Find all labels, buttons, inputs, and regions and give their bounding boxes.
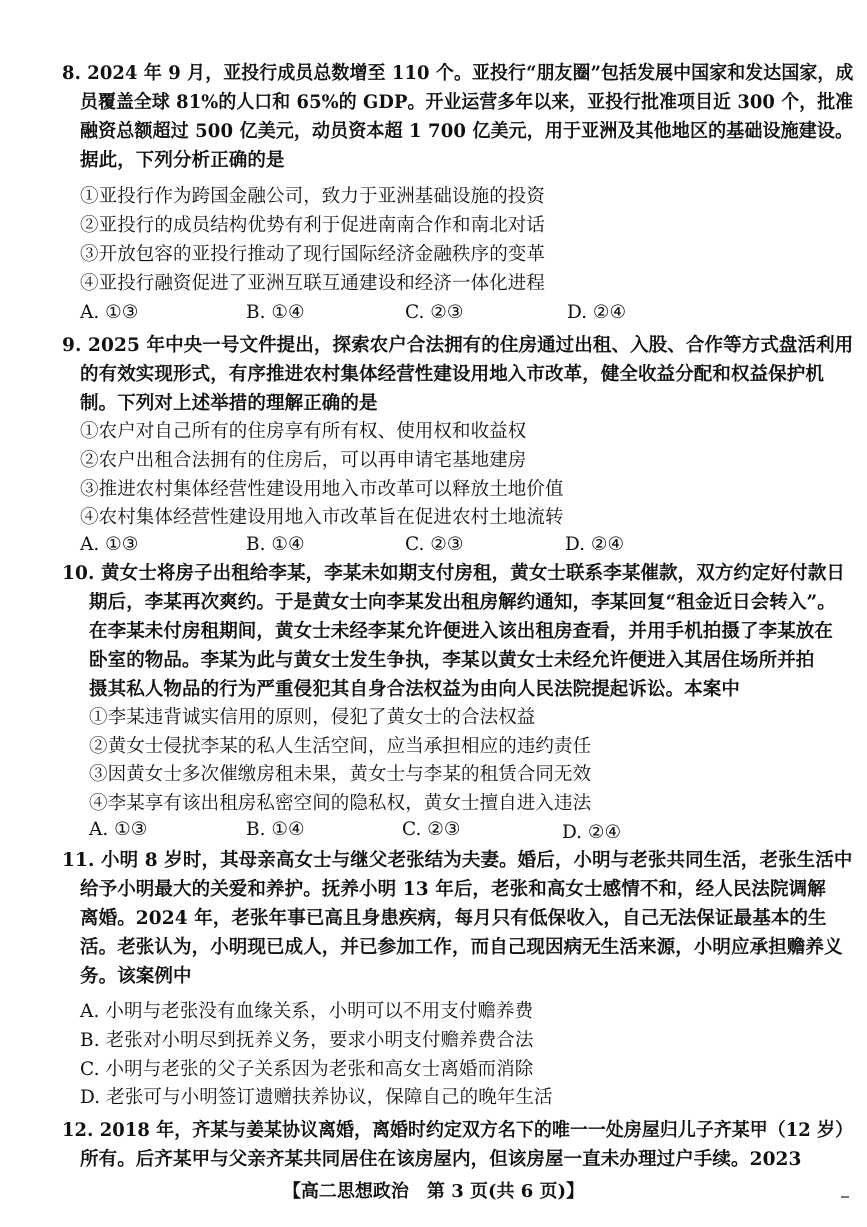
q9-stem-line-3: 制。下列对上述举措的理解正确的是 — [80, 393, 378, 414]
q8-item-2: ②亚投行的成员结构优势有利于促进南南合作和南北对话 — [80, 215, 546, 236]
q9-item-2: ②农户出租合法拥有的住房后，可以再申请宅基地建房 — [80, 450, 527, 471]
q8-stem-line-2: 员覆盖全球 81%的人口和 65%的 GDP。开业运营多年以来，亚投行批准项目近 300 个，批准 — [80, 92, 854, 113]
q9-option-a: A. ①③ — [80, 534, 139, 555]
page-footer: 【高二思想政治 第 3 页(共 6 页)】 — [282, 1181, 585, 1202]
q8-item-4: ④亚投行融资促进了亚洲互联互通建设和经济一体化进程 — [80, 273, 546, 294]
q10-item-2: ②黄女士侵扰李某的私人生活空间，应当承担相应的违约责任 — [89, 736, 592, 757]
q11-option-d: D. 老张可与小明签订遗赠扶养协议，保障自己的晚年生活 — [80, 1087, 553, 1108]
q11-stem-line-2: 给予小明最大的关爱和养护。抚养小明 13 年后，老张和高女士感情不和，经人民法院调解 — [80, 879, 826, 900]
q11-stem-line-1: 11. 小明 8 岁时，其母亲高女士与继父老张结为夫妻。婚后，小明与老张共同生活，老张生活中 — [62, 850, 853, 871]
q9-item-1: ①农户对自己所有的住房享有所有权、使用权和收益权 — [80, 421, 527, 442]
q8-stem-line-1: 8. 2024 年 9 月，亚投行成员总数增至 110 个。亚投行“朋友圈”包括发展中国家和发达国家，成 — [62, 63, 854, 84]
q11-stem-line-5: 务。该案例中 — [80, 966, 192, 987]
q9-stem-line-2: 的有效实现形式，有序推进农村集体经营性建设用地入市改革，健全收益分配和权益保护机 — [80, 364, 825, 385]
q9-item-4: ④农村集体经营性建设用地入市改革旨在促进农村土地流转 — [80, 507, 564, 528]
q10-stem-line-3: 在李某未付房租期间，黄女士未经李某允许便进入该出租房查看，并用手机拍摄了李某放在 — [89, 621, 834, 642]
q8-option-c: C. ②③ — [405, 302, 464, 323]
q12-stem-line-2: 所有。后齐某甲与父亲齐某共同居住在该房屋内，但该房屋一直未办理过户手续。2023 — [80, 1149, 802, 1170]
q9-option-b: B. ①④ — [246, 534, 305, 555]
q8-item-3: ③开放包容的亚投行推动了现行国际经济金融秩序的变革 — [80, 244, 546, 265]
q10-stem-line-1: 10. 黄女士将房子出租给李某，李某未如期支付房租，黄女士联系李某催款，双方约定好付款日 — [62, 563, 846, 584]
q9-option-c: C. ②③ — [405, 534, 464, 555]
q10-option-a: A. ①③ — [89, 819, 148, 840]
scan-edge-mark — [841, 1196, 849, 1198]
q8-stem-line-3: 融资总额超过 500 亿美元，动员资本超 1 700 亿美元，用于亚洲及其他地区的基础设施建设。 — [80, 121, 854, 142]
q10-option-b: B. ①④ — [246, 819, 305, 840]
q10-option-c: C. ②③ — [402, 819, 461, 840]
q10-stem-line-5: 摄其私人物品的行为严重侵犯其自身合法权益为由向人民法院提起诉讼。本案中 — [89, 679, 741, 700]
q8-option-d: D. ②④ — [567, 302, 627, 323]
q9-item-3: ③推进农村集体经营性建设用地入市改革可以释放土地价值 — [80, 479, 564, 500]
q11-stem-line-4: 活。老张认为，小明现已成人，并已参加工作，而自己现因病无生活来源，小明应承担赡养义 — [80, 937, 843, 958]
q8-stem-line-4: 据此，下列分析正确的是 — [80, 150, 285, 171]
q10-item-3: ③因黄女士多次催缴房租未果，黄女士与李某的租赁合同无效 — [89, 764, 592, 785]
q9-stem-line-1: 9. 2025 年中央一号文件提出，探索农户合法拥有的住房通过出租、入股、合作等方式盘活利用 — [62, 335, 854, 356]
q12-stem-line-1: 12. 2018 年，齐某与姜某协议离婚，离婚时约定双方名下的唯一一处房屋归儿子齐某甲（12 岁） — [62, 1120, 854, 1141]
q11-option-c: C. 小明与老张的父子关系因为老张和高女士离婚而消除 — [80, 1059, 534, 1080]
q10-option-d: D. ②④ — [562, 822, 622, 843]
q10-item-1: ①李某违背诚实信用的原则，侵犯了黄女士的合法权益 — [89, 707, 536, 728]
q9-option-d: D. ②④ — [565, 534, 625, 555]
q8-option-b: B. ①④ — [246, 302, 305, 323]
q11-option-b: B. 老张对小明尽到抚养义务，要求小明支付赡养费合法 — [80, 1030, 534, 1051]
q11-option-a: A. 小明与老张没有血缘关系，小明可以不用支付赡养费 — [80, 1001, 534, 1022]
q10-stem-line-2: 期后，李某再次爽约。于是黄女士向李某发出租房解约通知，李某回复“租金近日会转入”。 — [89, 592, 836, 613]
q10-item-4: ④李某享有该出租房私密空间的隐私权，黄女士擅自进入违法 — [89, 793, 592, 814]
q11-stem-line-3: 离婚。2024 年，老张年事已高且身患疾病，每月只有低保收入，自己无法保证最基本的生 — [80, 908, 827, 929]
q8-option-a: A. ①③ — [80, 302, 139, 323]
q8-item-1: ①亚投行作为跨国金融公司，致力于亚洲基础设施的投资 — [80, 186, 546, 207]
q10-stem-line-4: 卧室的物品。李某为此与黄女士发生争执，李某以黄女士未经允许便进入其居住场所并拍 — [89, 650, 815, 671]
